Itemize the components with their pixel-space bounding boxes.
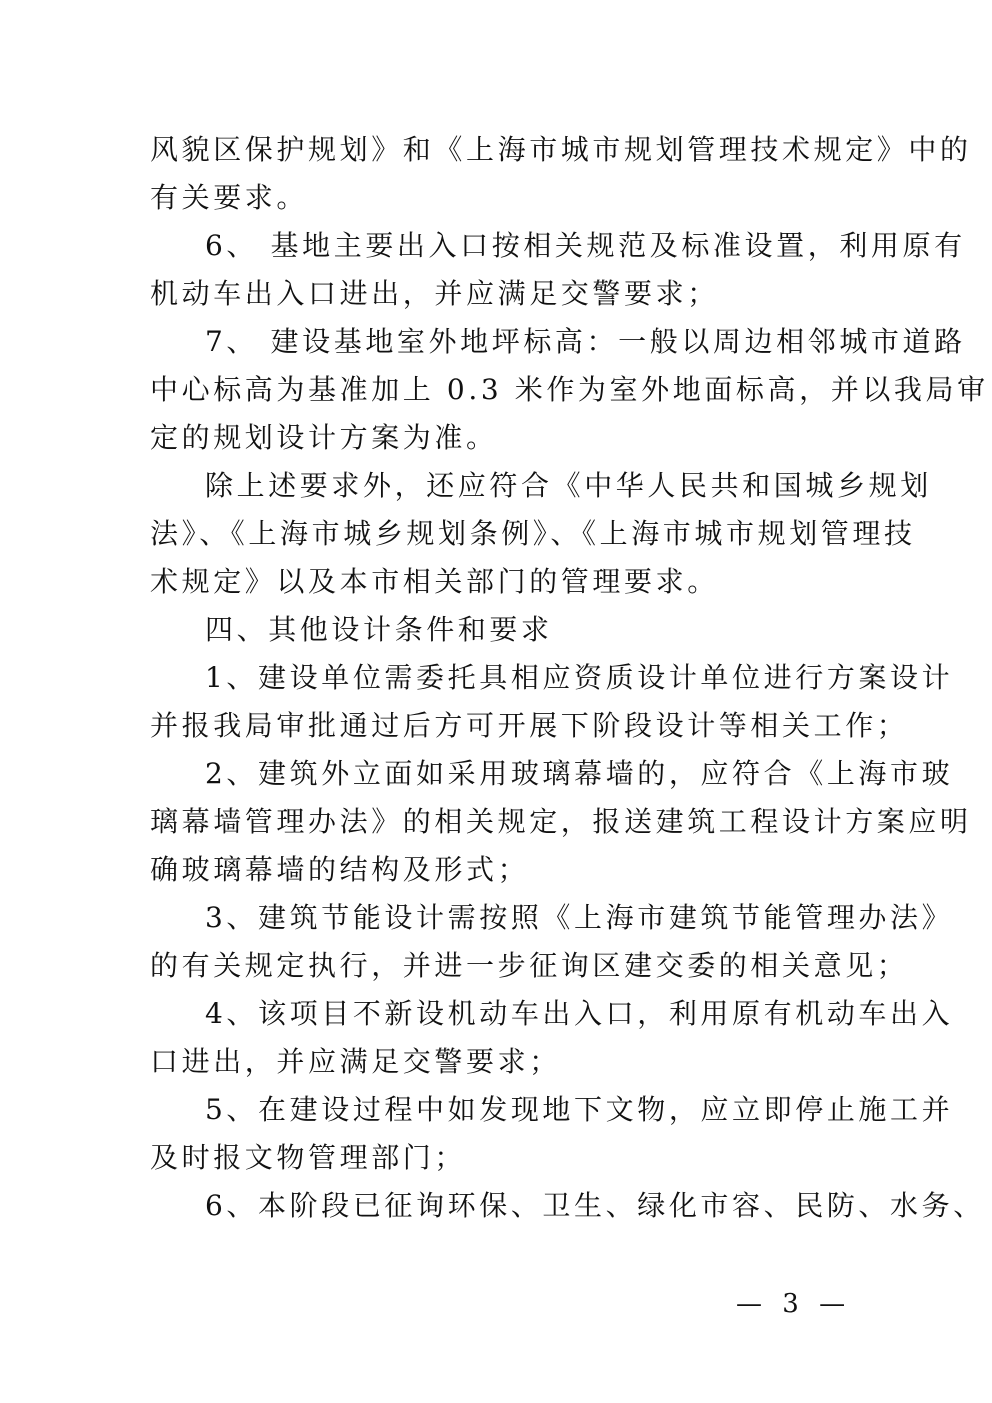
text-line-5: 7、 建设基地室外地坪标高：一般以周边相邻城市道路 (205, 325, 966, 358)
text-line-7: 定的规划设计方案为准。 (150, 421, 498, 454)
text-line-13: 并报我局审批通过后方可开展下阶段设计等相关工作； (150, 709, 909, 742)
text-line-6: 中心标高为基准加上 0.3 米作为室外地面标高，并以我局审 (150, 373, 989, 406)
text-line-15: 璃幕墙管理办法》的相关规定，报送建筑工程设计方案应明 (150, 805, 972, 838)
text-line-2: 有关要求。 (150, 181, 309, 214)
text-line-18: 的有关规定执行，并进一步征询区建交委的相关意见； (150, 949, 909, 982)
text-line-14: 2、建筑外立面如采用玻璃幕墙的，应符合《上海市玻 (205, 757, 954, 790)
text-line-3: 6、 基地主要出入口按相关规范及标准设置，利用原有 (205, 229, 966, 262)
text-line-1: 风貌区保护规划》和《上海市城市规划管理技术规定》中的 (150, 133, 972, 166)
text-line-23: 6、本阶段已征询环保、卫生、绿化市容、民防、水务、 (205, 1189, 985, 1222)
page-number: — 3 — (736, 1289, 852, 1319)
text-line-8: 除上述要求外，还应符合《中华人民共和国城乡规划 (205, 469, 932, 502)
text-line-17: 3、建筑节能设计需按照《上海市建筑节能管理办法》 (205, 901, 954, 934)
text-line-10: 术规定》以及本市相关部门的管理要求。 (150, 565, 719, 598)
text-line-12: 1、建设单位需委托具相应资质设计单位进行方案设计 (205, 661, 954, 694)
text-line-21: 5、在建设过程中如发现地下文物，应立即停止施工并 (205, 1093, 954, 1126)
text-line-4: 机动车出入口进出，并应满足交警要求； (150, 277, 719, 310)
text-line-16: 确玻璃幕墙的结构及形式； (150, 853, 530, 886)
text-line-9: 法》、《上海市城乡规划条例》、《上海市城市规划管理技 (150, 517, 916, 550)
section-heading-4: 四、其他设计条件和要求 (205, 613, 553, 646)
text-line-19: 4、该项目不新设机动车出入口，利用原有机动车出入 (205, 997, 954, 1030)
text-line-20: 口进出，并应满足交警要求； (150, 1045, 561, 1078)
text-line-22: 及时报文物管理部门； (150, 1141, 467, 1174)
